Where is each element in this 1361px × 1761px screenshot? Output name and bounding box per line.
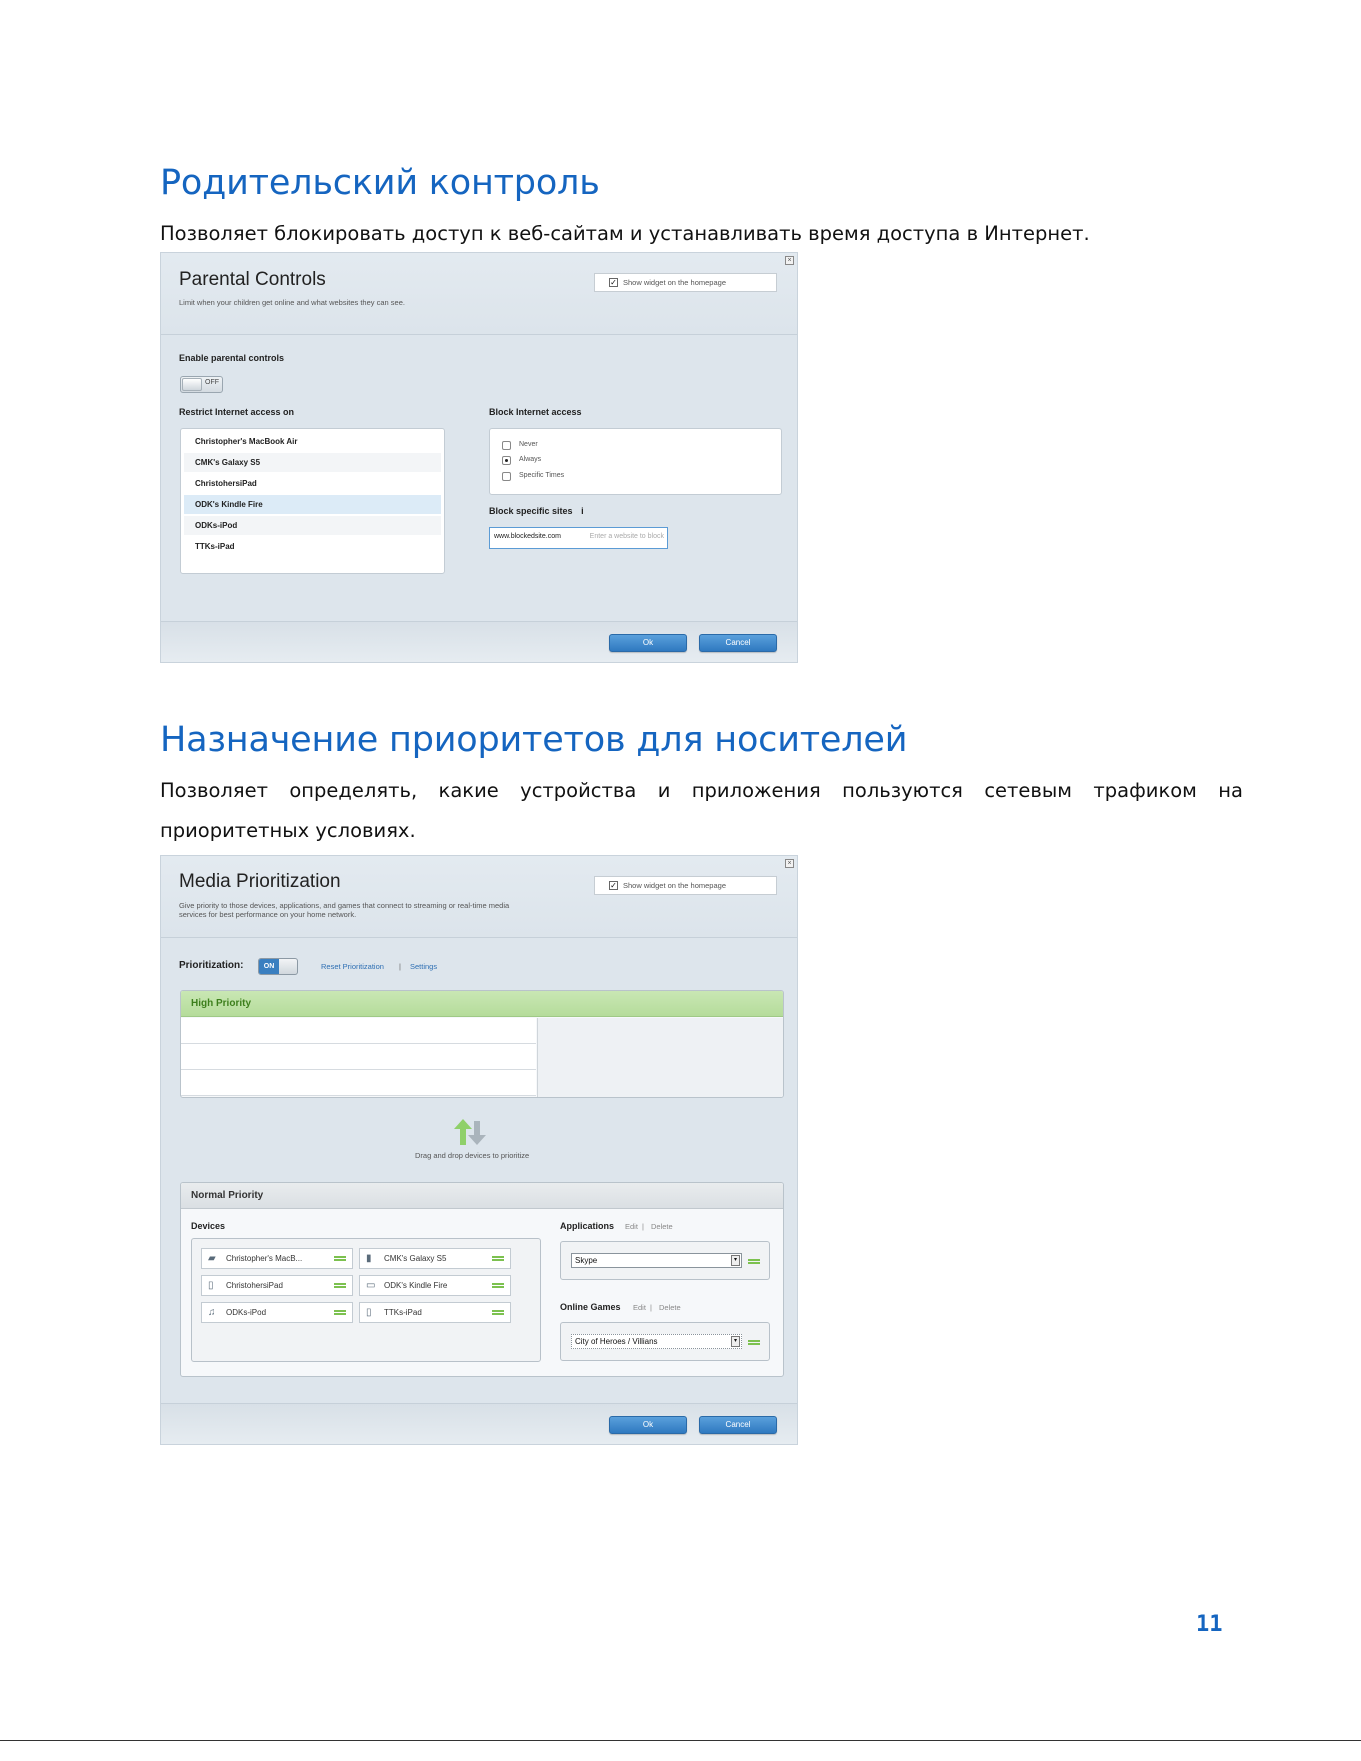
applications-edit-link[interactable]: Edit	[625, 1222, 638, 1231]
show-widget-checkbox[interactable]	[594, 273, 777, 292]
dialog-subtitle: Limit when your children get online and what websites they can see.	[179, 298, 405, 307]
link-divider: |	[650, 1303, 652, 1312]
device-item[interactable]: TTKs-iPad	[195, 542, 235, 551]
online-game-select[interactable]	[571, 1334, 742, 1349]
block-access-label: Block Internet access	[489, 407, 582, 417]
media-prioritization-dialog	[160, 855, 798, 1445]
drag-handle-icon[interactable]	[334, 1256, 346, 1261]
tablet-icon: ▯	[366, 1307, 372, 1318]
block-sites-label-text: Block specific sites	[489, 506, 573, 516]
devices-label: Devices	[191, 1221, 226, 1231]
page-number: 11	[1196, 1612, 1223, 1637]
block-site-input-value: www.blockedsite.com	[494, 533, 561, 540]
drag-handle-icon[interactable]	[748, 1340, 760, 1345]
prioritization-toggle[interactable]	[258, 958, 298, 975]
drag-handle-icon[interactable]	[748, 1259, 760, 1264]
block-site-input[interactable]	[489, 527, 668, 549]
device-chip-label: Christopher's MacB...	[226, 1254, 303, 1263]
device-chip-label: ODKs-iPod	[226, 1308, 267, 1317]
show-widget-label: Show widget on the homepage	[623, 278, 726, 287]
dialog-header	[161, 856, 797, 938]
settings-link[interactable]: Settings	[410, 962, 438, 971]
show-widget-label: Show widget on the homepage	[623, 881, 726, 890]
high-priority-slot[interactable]	[181, 1070, 536, 1096]
parental-controls-dialog	[160, 252, 798, 663]
device-chip[interactable]	[201, 1275, 353, 1296]
restrict-access-label: Restrict Internet access on	[179, 407, 295, 417]
dialog-footer	[161, 621, 797, 662]
device-chip[interactable]	[359, 1248, 511, 1269]
checkbox-empty-icon[interactable]	[502, 472, 511, 481]
device-chip-label: CMK's Galaxy S5	[384, 1254, 447, 1263]
media-player-icon: ♫	[208, 1307, 216, 1318]
block-option-label: Never	[519, 441, 538, 448]
high-priority-app-area[interactable]	[537, 1018, 783, 1097]
applications-label: Applications	[560, 1221, 615, 1231]
normal-priority-panel	[180, 1182, 784, 1377]
dialog-title: Media Prioritization	[179, 871, 341, 892]
high-priority-slot[interactable]	[181, 1044, 536, 1070]
drag-handle-icon[interactable]	[334, 1310, 346, 1315]
section-heading-media-prioritization: Назначение приоритетов для носителей	[160, 720, 908, 760]
ok-button[interactable]: Ok	[609, 1416, 687, 1434]
link-divider: |	[642, 1222, 644, 1231]
close-icon[interactable]: ×	[785, 256, 794, 265]
applications-box	[560, 1241, 770, 1280]
dialog-header	[161, 253, 797, 335]
online-games-box	[560, 1322, 770, 1361]
info-icon[interactable]: i	[581, 506, 584, 516]
online-games-delete-link[interactable]: Delete	[659, 1303, 681, 1312]
ok-button[interactable]: Ok	[609, 634, 687, 652]
checkbox-checked-icon[interactable]: ✓	[610, 278, 617, 287]
show-widget-checkbox[interactable]	[594, 876, 777, 895]
online-game-select-value: City of Heroes / Villians	[575, 1337, 658, 1346]
section-description-media-prioritization: Позволяет определять, какие устройства и приложения пользуются сетевым трафиком на приоритетных условиях.	[160, 779, 1243, 842]
checkbox-empty-icon[interactable]	[502, 441, 511, 450]
drag-handle-icon[interactable]	[492, 1256, 504, 1261]
block-sites-label	[489, 506, 584, 516]
dialog-title: Parental Controls	[179, 269, 326, 290]
toggle-state: ON	[259, 959, 279, 974]
bottom-rule	[0, 1740, 1361, 1741]
normal-priority-devices	[191, 1238, 541, 1362]
application-select[interactable]	[571, 1253, 742, 1268]
high-priority-header: High Priority	[181, 991, 783, 1017]
device-list	[180, 428, 445, 574]
device-item[interactable]: ODKs-iPod	[184, 516, 441, 535]
toggle-state: OFF	[205, 379, 219, 386]
block-option-label: Specific Times	[519, 472, 565, 479]
reset-prioritization-link[interactable]: Reset Prioritization	[321, 962, 384, 971]
link-divider: |	[399, 962, 401, 971]
applications-delete-link[interactable]: Delete	[651, 1222, 673, 1231]
device-item[interactable]: CMK's Galaxy S5	[184, 453, 441, 472]
device-chip[interactable]	[359, 1302, 511, 1323]
dialog-subtitle-line2: services for best performance on your home network.	[179, 910, 357, 919]
device-chip-label: ODK's Kindle Fire	[384, 1281, 448, 1290]
drag-hint: Drag and drop devices to prioritize	[415, 1151, 530, 1160]
cancel-button[interactable]: Cancel	[699, 634, 777, 652]
device-chip-label: TTKs-iPad	[384, 1308, 422, 1317]
drag-handle-icon[interactable]	[334, 1283, 346, 1288]
chevron-down-icon[interactable]: ▾	[731, 1255, 740, 1266]
device-chip[interactable]	[359, 1275, 511, 1296]
chevron-down-icon[interactable]: ▾	[731, 1336, 740, 1347]
device-item[interactable]: Christopher's MacBook Air	[195, 437, 298, 446]
phone-icon: ▮	[366, 1253, 372, 1264]
radio-selected-icon[interactable]	[502, 456, 511, 465]
checkbox-checked-icon[interactable]: ✓	[610, 881, 617, 890]
e-reader-icon: ▭	[366, 1280, 376, 1291]
drag-handle-icon[interactable]	[492, 1310, 504, 1315]
block-option-label: Always	[519, 456, 542, 463]
device-chip[interactable]	[201, 1302, 353, 1323]
device-item-selected[interactable]: ODK's Kindle Fire	[184, 495, 441, 514]
online-games-label: Online Games	[560, 1302, 621, 1312]
block-site-input-placeholder: Enter a website to block	[589, 533, 664, 540]
device-item[interactable]: ChristohersiPad	[195, 479, 257, 488]
parental-controls-toggle[interactable]	[180, 376, 223, 393]
online-games-edit-link[interactable]: Edit	[633, 1303, 646, 1312]
section-description-parental-controls: Позволяет блокировать доступ к веб-сайтам и устанавливать время доступа в Интернет.	[160, 222, 1090, 245]
prioritization-label: Prioritization:	[179, 960, 244, 971]
toggle-knob	[182, 378, 202, 391]
drag-handle-icon[interactable]	[492, 1283, 504, 1288]
cancel-button[interactable]: Cancel	[699, 1416, 777, 1434]
dialog-subtitle-line1: Give priority to those devices, applications, and games that connect to streaming or real-time media	[179, 901, 510, 910]
section-heading-parental-controls: Родительский контроль	[160, 163, 600, 203]
enable-parental-controls-label: Enable parental controls	[179, 353, 285, 363]
high-priority-slot[interactable]	[181, 1018, 536, 1044]
drag-arrows-icon	[454, 1119, 486, 1147]
dialog-footer	[161, 1403, 797, 1444]
application-select-value: Skype	[575, 1256, 598, 1265]
high-priority-panel	[180, 990, 784, 1098]
device-chip[interactable]	[201, 1248, 353, 1269]
close-icon[interactable]: ×	[785, 859, 794, 868]
block-access-options	[489, 428, 782, 495]
tablet-icon: ▯	[208, 1280, 214, 1291]
normal-priority-header: Normal Priority	[181, 1183, 783, 1209]
laptop-icon: ▰	[208, 1253, 216, 1264]
device-chip-label: ChristohersiPad	[226, 1281, 283, 1290]
